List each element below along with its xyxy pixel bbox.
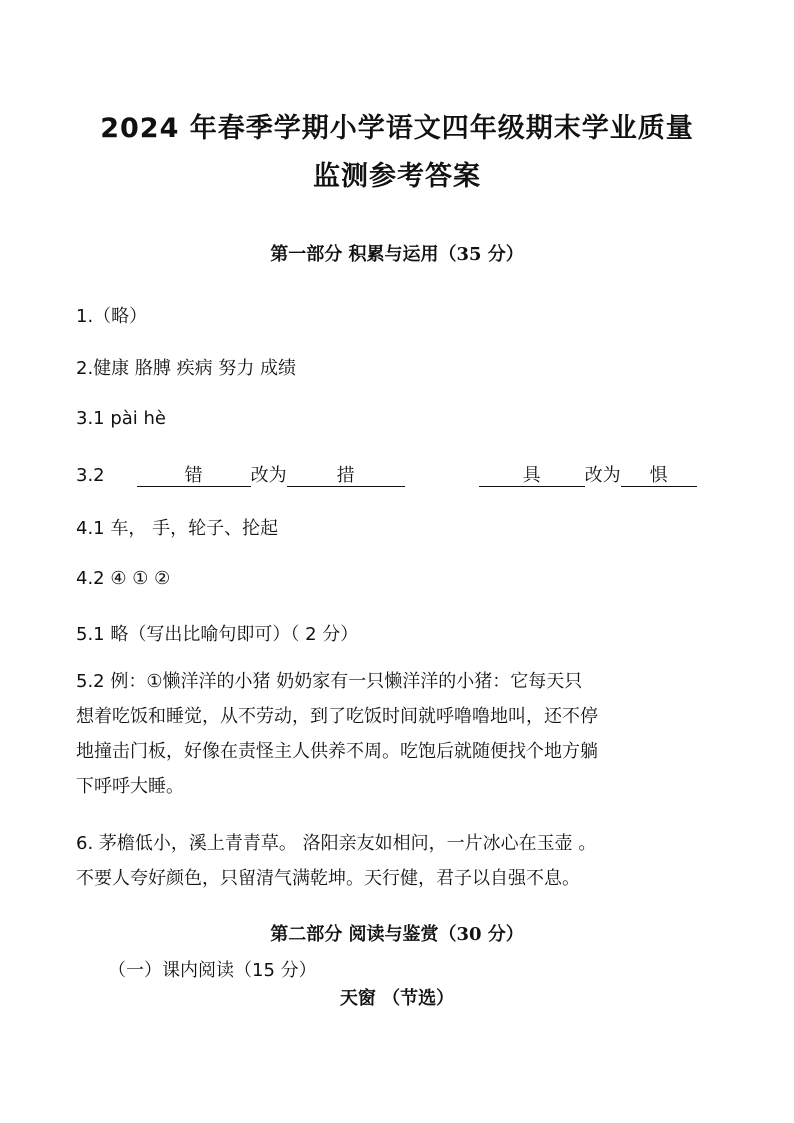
answer-q1: 1.（略） <box>76 306 148 327</box>
answer-q5-2 <box>76 664 716 804</box>
page-title-line-1: 2024 年春季学期小学语文四年级期末学业质量 <box>100 113 694 144</box>
answer-q3-2-change-label-2: 改为 <box>584 465 621 486</box>
section-heading-part-1: 第一部分 积累与运用（35 分） <box>270 244 524 265</box>
answer-q3-2-wrong-char-2: 具 <box>479 466 585 487</box>
answer-q5-1: 5.1 略（写出比喻句即可）（ 2 分） <box>76 624 359 645</box>
answer-q5-2-line: 5.2 例：①懒洋洋的小猪 奶奶家有一只懒洋洋的小猪：它每天只 <box>76 671 583 692</box>
answer-q6-line: 不要人夸好颜色，只留清气满乾坤。天行健，君子以自强不息。 <box>76 868 580 889</box>
answer-q6 <box>76 826 716 896</box>
subsection-heading-in-class-reading: （一）课内阅读（15 分） <box>108 960 317 981</box>
answer-q3-2-wrong-char-1: 错 <box>137 466 251 487</box>
answer-q5-2-line: 下呼呼大睡。 <box>76 776 184 797</box>
answer-q6-line: 6. 茅檐低小，溪上青青草。 洛阳亲友如相问，一片冰心在玉壶 。 <box>76 833 597 854</box>
answer-q3-2-number: 3.2 <box>76 465 105 486</box>
answer-q3-2-correct-char-2: 惧 <box>621 466 697 487</box>
answer-q2: 2.健康 胳膊 疾病 努力 成绩 <box>76 358 297 379</box>
answer-q5-2-line: 地撞击门板，好像在责怪主人供养不周。吃饱后就随便找个地方躺 <box>76 741 598 762</box>
answer-q3-2 <box>76 461 697 487</box>
answer-q3-2-correct-char-1: 措 <box>287 466 405 487</box>
answer-q4-1: 4.1 车， 手，轮子、抡起 <box>76 518 279 539</box>
answer-q4-2: 4.2 ④ ① ② <box>76 568 171 589</box>
reading-passage-title: 天窗 （节选） <box>339 988 455 1009</box>
section-heading-part-2: 第二部分 阅读与鉴赏（30 分） <box>270 924 524 945</box>
answer-q3-2-change-label-1: 改为 <box>250 465 287 486</box>
answer-q5-2-line: 想着吃饭和睡觉，从不劳动，到了吃饭时间就呼噜噜地叫，还不停 <box>76 706 598 727</box>
answer-q3-1: 3.1 pài hè <box>76 408 167 429</box>
page-title-line-2: 监测参考答案 <box>313 161 481 192</box>
